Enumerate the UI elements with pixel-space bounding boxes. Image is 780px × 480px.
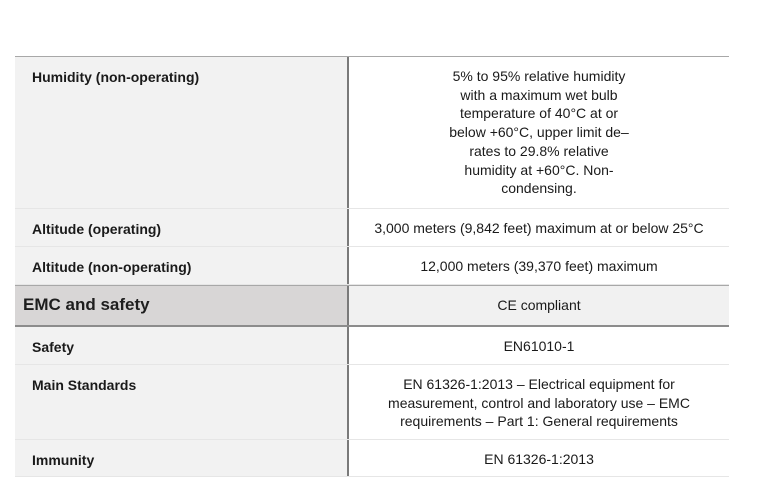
section-value: CE compliant (349, 286, 729, 325)
row-label: Altitude (operating) (15, 209, 349, 246)
row-label: Immunity (15, 440, 349, 476)
spec-table (15, 56, 729, 477)
table-row (15, 209, 729, 247)
table-row (15, 247, 729, 285)
table-row (15, 327, 729, 365)
row-value: 12,000 meters (39,370 feet) maximum (349, 247, 729, 284)
row-value: 3,000 meters (9,842 feet) maximum at or below 25°C (349, 209, 729, 246)
section-header-emc-and-safety (15, 285, 729, 327)
row-value: EN 61326-1:2013 – Electrical equipment for measurement, control and laboratory use – EMC requirements – Part 1: General requirements (349, 365, 729, 439)
table-row (15, 365, 729, 440)
table-row (15, 440, 729, 477)
row-value: EN61010-1 (349, 327, 729, 364)
row-label: Altitude (non-operating) (15, 247, 349, 284)
table-row (15, 57, 729, 209)
row-value: EN 61326-1:2013 (349, 440, 729, 476)
section-title: EMC and safety (15, 286, 349, 325)
row-label: Safety (15, 327, 349, 364)
row-label: Humidity (non-operating) (15, 57, 349, 208)
row-label: Main Standards (15, 365, 349, 439)
row-value: 5% to 95% relative humidity with a maximum wet bulb temperature of 40°C at or below +60°C, upper limit de–rates to 29.8% relative humidity at +60°C. Non-condensing. (349, 57, 729, 208)
